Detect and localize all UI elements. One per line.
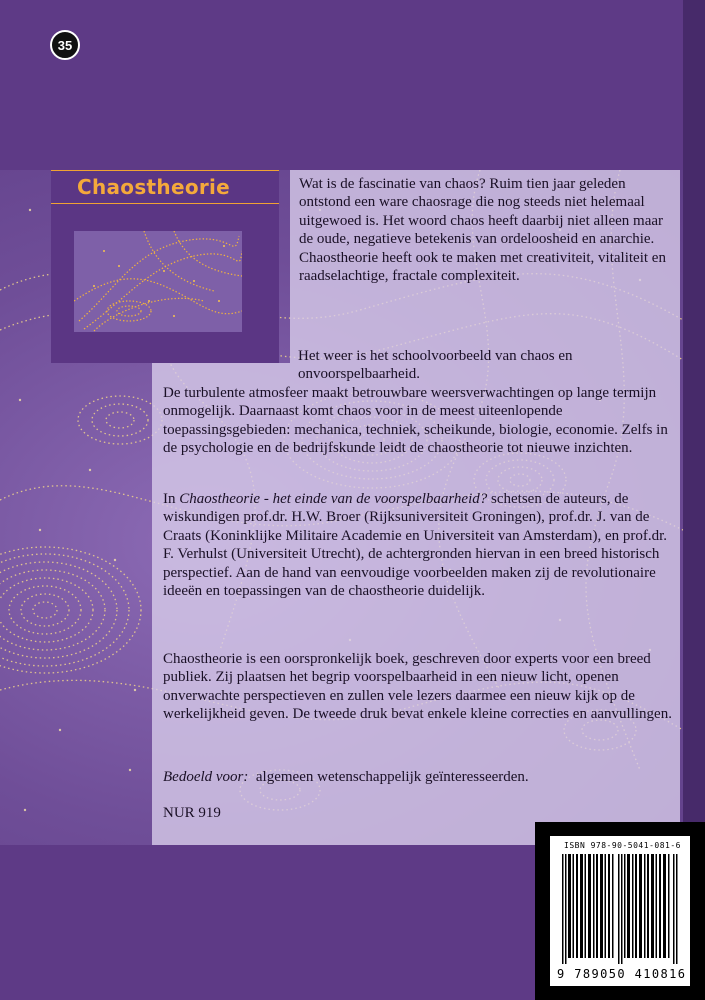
- isbn-text: ISBN 978-90-5041-081-6: [564, 841, 681, 850]
- bottom-band: [0, 845, 535, 1000]
- paragraph-authors: [163, 490, 678, 600]
- paragraph-weather-rest: De turbulente atmosfeer maakt betrouwbare weersverwachtingen op lange termijn onmogelijk. Daarnaast komt chaos voor in de meest uiteenlopende toepassingsgebieden: mechanica, techniek, scheikunde, biologie, economie. Zelfs in de psychologie en de bedrijfskunde leidt de chaostheorie tot nieuwe inzichten.: [163, 384, 668, 457]
- barcode-icon: [562, 854, 680, 964]
- page-number-badge: 35: [50, 30, 80, 60]
- barcode-box: [535, 822, 705, 1000]
- intended-for-label: Bedoeld voor:: [163, 769, 249, 785]
- nur-code: NUR 919: [163, 805, 221, 821]
- barcode-label: [550, 836, 704, 986]
- paragraph-weather: [163, 347, 675, 457]
- paragraph-intro: Wat is de fascinatie van chaos? Ruim tien jaar geleden ontstond een ware chaosrage die nog steeds niet helemaal uitgewoed is. Het woord chaos heeft daarbij niet alleen maar de oude, negatieve betekenis van ordeloosheid en anarchie. Chaostheorie heeft ook te maken met creativiteit, vitaliteit en raadselachtige, fractale complexiteit.: [299, 176, 666, 285]
- intended-for-line: [163, 768, 678, 786]
- intended-for-value: algemeen wetenschappelijk geïnteresseerden.: [255, 769, 529, 785]
- book-title: Chaostheorie: [77, 175, 231, 199]
- paragraph-weather-first-line: Het weer is het schoolvoorbeeld van chaos en onvoorspelbaarheid.: [298, 348, 573, 383]
- paragraph-audience: Chaostheorie is een oorspronkelijk boek, geschreven door experts voor een breed publiek. Zij plaatsen het begrip voorspelbaarheid in een nieuw licht, openen onverwachte perspectieven en zullen vele lezers daarmee een nieuw kijk op de werkelijkheid geven. De tweede druk bevat enkele kleine correcties en aanvullingen.: [163, 651, 672, 723]
- barcode-digits: 9 789050 410816 >: [557, 967, 704, 981]
- paragraph-authors-rest: schetsen de auteurs, de wiskundigen prof.dr. H.W. Broer (Rijksuniversiteit Groningen), prof.dr. J. van de Craats (Koninklijke Militaire Academie en Universiteit van Amsterdam), en prof.dr. F. Verhulst (Universiteit Utrecht), de achtergronden hiervan in een breed historisch perspectief. Aan de hand van eenvoudige voorbeelden maken zij de revolutionaire ideeën en toepassingen van de chaostheorie duidelijk.: [163, 491, 668, 600]
- paragraph-authors-in: In: [163, 491, 176, 507]
- book-title-italic: Chaostheorie - het einde van de voorspelbaarheid?: [179, 491, 488, 507]
